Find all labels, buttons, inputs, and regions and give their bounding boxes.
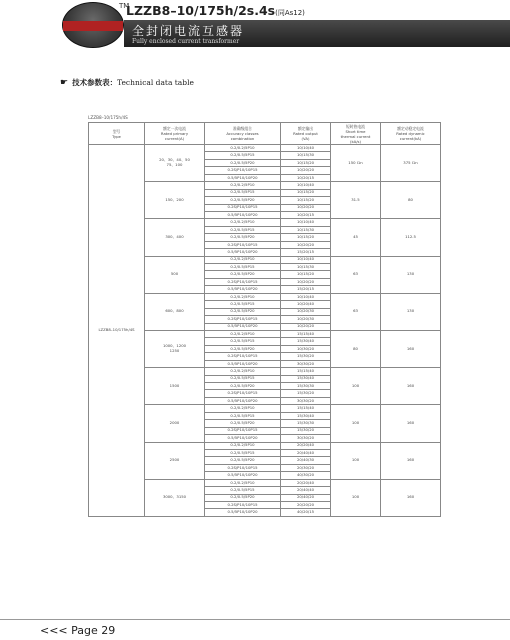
accuracy-cell: 0.2/0.5/5P20 — [205, 345, 281, 352]
output-cell: 10/15/20 — [281, 189, 331, 196]
accuracy-cell: 0.2/0.5/5P15 — [205, 264, 281, 271]
thermal-current-cell: 63 — [331, 293, 381, 330]
accuracy-cell: 0.2S/P10/10P15 — [205, 353, 281, 360]
series-label: LZZB8–10/175h/4S — [88, 115, 128, 120]
model-suffix: (同As12) — [275, 9, 305, 17]
primary-current-cell: 2000 — [145, 405, 205, 442]
output-cell: 10/10/40 — [281, 293, 331, 300]
primary-current-cell: 1500 — [145, 368, 205, 405]
output-cell: 20/40/30 — [281, 457, 331, 464]
output-cell: 30/30/20 — [281, 435, 331, 442]
accuracy-cell: 0.2S/P10/10P15 — [205, 316, 281, 323]
thermal-current-cell: 150 I1n — [331, 145, 381, 182]
output-cell: 30/30/20 — [281, 360, 331, 367]
output-cell: 15/30/20 — [281, 427, 331, 434]
thermal-current-cell: 100 — [331, 405, 381, 442]
thermal-current-cell: 100 — [331, 479, 381, 516]
accuracy-cell: 0.2/0.5/5P20 — [205, 271, 281, 278]
primary-current-cell: 150、200 — [145, 182, 205, 219]
output-cell: 10/20/40 — [281, 301, 331, 308]
accuracy-cell: 0.5/5P10/10P20 — [205, 323, 281, 330]
output-cell: 10/15/20 — [281, 234, 331, 241]
accuracy-cell: 0.2/0.5/5P15 — [205, 338, 281, 345]
accuracy-cell: 0.2S/P10/10P15 — [205, 502, 281, 509]
header-thermal-current: 短时热电流 Short time thermal current (kA/s) — [331, 123, 381, 145]
output-cell: 10/15/20 — [281, 159, 331, 166]
type-cell: LZZB8–10/175h/4S — [89, 145, 145, 517]
pointing-hand-icon: ☛ — [60, 78, 69, 88]
thermal-current-cell: 31.5 — [331, 182, 381, 219]
output-cell: 15/30/40 — [281, 375, 331, 382]
accuracy-cell: 0.2/0.2/5P10 — [205, 219, 281, 226]
output-cell: 10/20/20 — [281, 323, 331, 330]
dynamic-current-cell: 160 — [381, 405, 441, 442]
table-header-row — [89, 123, 441, 145]
header-type: 型号 Type — [89, 123, 145, 145]
product-name-en: Fully enclosed current transformer — [132, 38, 240, 45]
accuracy-cell: 0.5/5P10/10P20 — [205, 509, 281, 516]
accuracy-cell: 0.5/5P10/10P20 — [205, 435, 281, 442]
thermal-current-cell: 100 — [331, 368, 381, 405]
dynamic-current-cell: 160 — [381, 442, 441, 479]
primary-current-cell: 2500 — [145, 442, 205, 479]
output-cell: 10/20/20 — [281, 241, 331, 248]
output-cell: 20/30/20 — [281, 464, 331, 471]
thermal-current-cell: 45 — [331, 219, 381, 256]
accuracy-cell: 0.2S/P10/10P15 — [205, 464, 281, 471]
accuracy-cell: 0.2/0.5/5P15 — [205, 487, 281, 494]
accuracy-cell: 0.5/5P10/10P20 — [205, 360, 281, 367]
accuracy-cell: 0.2/0.2/5P10 — [205, 182, 281, 189]
accuracy-cell: 0.5/5P10/10P20 — [205, 249, 281, 256]
accuracy-cell: 0.2S/P10/10P15 — [205, 241, 281, 248]
accuracy-cell: 0.2/0.5/5P15 — [205, 375, 281, 382]
accuracy-cell: 0.2S/P10/10P15 — [205, 427, 281, 434]
accuracy-cell: 0.2/0.5/5P15 — [205, 226, 281, 233]
product-name-cn: 全封闭电流互感器 — [132, 24, 245, 38]
accuracy-cell: 0.2/0.5/5P15 — [205, 152, 281, 159]
footer-divider — [0, 619, 510, 620]
dynamic-current-cell: 160 — [381, 330, 441, 367]
accuracy-cell: 0.2S/P10/10P15 — [205, 390, 281, 397]
accuracy-cell: 0.2/0.2/5P10 — [205, 442, 281, 449]
accuracy-cell: 0.2/0.5/5P15 — [205, 301, 281, 308]
accuracy-cell: 0.2S/P10/10P15 — [205, 278, 281, 285]
accuracy-cell: 0.2/0.5/5P20 — [205, 420, 281, 427]
output-cell: 10/10/40 — [281, 219, 331, 226]
section-title-cn: 技术参数表： — [72, 78, 118, 87]
output-cell: 10/10/40 — [281, 145, 331, 152]
accuracy-cell: 0.2/0.2/5P10 — [205, 405, 281, 412]
accuracy-cell: 0.2/0.2/5P10 — [205, 368, 281, 375]
dynamic-current-cell: 112.5 — [381, 219, 441, 256]
output-cell: 15/30/30 — [281, 383, 331, 390]
output-cell: 15/20/15 — [281, 249, 331, 256]
accuracy-cell: 0.2/0.5/5P20 — [205, 494, 281, 501]
output-cell: 10/15/30 — [281, 264, 331, 271]
thermal-current-cell: 63 — [331, 256, 381, 293]
output-cell: 15/15/40 — [281, 368, 331, 375]
output-cell: 10/15/30 — [281, 152, 331, 159]
output-cell: 20/20/40 — [281, 479, 331, 486]
primary-current-cell: 20、30、40、50 75、100 — [145, 145, 205, 182]
output-cell: 40/20/15 — [281, 509, 331, 516]
accuracy-cell: 0.2S/P10/10P15 — [205, 167, 281, 174]
output-cell: 20/40/20 — [281, 494, 331, 501]
output-cell: 15/20/15 — [281, 286, 331, 293]
header-rated-output: 额定输出 Rated output (VA) — [281, 123, 331, 145]
table-row — [89, 145, 441, 152]
model-number: LZZB8–10/175h/2s.4s — [126, 3, 276, 18]
header-primary-current: 额定一次电流 Rated primary current(A) — [145, 123, 205, 145]
company-logo — [62, 2, 124, 48]
primary-current-cell: 1000、1200 1250 — [145, 330, 205, 367]
output-cell: 15/30/30 — [281, 420, 331, 427]
accuracy-cell: 0.5/5P10/10P20 — [205, 472, 281, 479]
header-accuracy-classes: 准确级组合 Accuracy classes combination — [205, 123, 281, 145]
output-cell: 10/20/20 — [281, 204, 331, 211]
accuracy-cell: 0.2/0.5/5P15 — [205, 449, 281, 456]
accuracy-cell: 0.2/0.5/5P20 — [205, 383, 281, 390]
output-cell: 10/10/40 — [281, 256, 331, 263]
output-cell: 10/15/20 — [281, 197, 331, 204]
dynamic-current-cell: 80 — [381, 182, 441, 219]
output-cell: 10/20/20 — [281, 167, 331, 174]
table-body — [89, 145, 441, 517]
thermal-current-cell: 80 — [331, 330, 381, 367]
output-cell: 15/30/20 — [281, 390, 331, 397]
output-cell: 10/20/30 — [281, 316, 331, 323]
accuracy-cell: 0.2/0.5/5P20 — [205, 197, 281, 204]
primary-current-cell: 500 — [145, 256, 205, 293]
accuracy-cell: 0.2/0.5/5P15 — [205, 412, 281, 419]
output-cell: 15/15/40 — [281, 330, 331, 337]
accuracy-cell: 0.2/0.5/5P20 — [205, 234, 281, 241]
model-title — [126, 3, 305, 18]
primary-current-cell: 300、400 — [145, 219, 205, 256]
dynamic-current-cell: 130 — [381, 256, 441, 293]
primary-current-cell: 3000、3150 — [145, 479, 205, 516]
thermal-current-cell: 100 — [331, 442, 381, 479]
output-cell: 15/15/40 — [281, 405, 331, 412]
dynamic-current-cell: 130 — [381, 293, 441, 330]
accuracy-cell: 0.5/5P10/10P20 — [205, 286, 281, 293]
accuracy-cell: 0.2/0.2/5P10 — [205, 330, 281, 337]
accuracy-cell: 0.2/0.5/5P20 — [205, 159, 281, 166]
dynamic-current-cell: 160 — [381, 368, 441, 405]
output-cell: 15/30/40 — [281, 412, 331, 419]
output-cell: 10/20/30 — [281, 308, 331, 315]
output-cell: 15/30/40 — [281, 338, 331, 345]
output-cell: 20/20/40 — [281, 442, 331, 449]
accuracy-cell: 0.2/0.5/5P15 — [205, 189, 281, 196]
output-cell: 20/40/40 — [281, 487, 331, 494]
header-dynamic-current: 额定动稳定电流 Rated dynamic current(kA) — [381, 123, 441, 145]
accuracy-cell: 0.2/0.5/5P20 — [205, 308, 281, 315]
accuracy-cell: 0.5/5P10/10P20 — [205, 174, 281, 181]
accuracy-cell: 0.2/0.2/5P10 — [205, 293, 281, 300]
dynamic-current-cell: 160 — [381, 479, 441, 516]
section-heading — [60, 77, 194, 88]
output-cell: 40/30/20 — [281, 472, 331, 479]
section-title-en: Technical data table — [117, 78, 194, 87]
output-cell: 10/30/20 — [281, 345, 331, 352]
output-cell: 10/20/15 — [281, 211, 331, 218]
output-cell: 10/20/20 — [281, 278, 331, 285]
output-cell: 30/30/20 — [281, 397, 331, 404]
output-cell: 10/15/30 — [281, 226, 331, 233]
primary-current-cell: 600、800 — [145, 293, 205, 330]
accuracy-cell: 0.5/5P10/10P20 — [205, 211, 281, 218]
accuracy-cell: 0.2/0.2/5P10 — [205, 256, 281, 263]
output-cell: 10/10/40 — [281, 182, 331, 189]
technical-data-table — [88, 122, 441, 517]
output-cell: 20/40/40 — [281, 449, 331, 456]
accuracy-cell: 0.2/0.2/5P10 — [205, 479, 281, 486]
accuracy-cell: 0.2/0.2/5P10 — [205, 145, 281, 152]
output-cell: 15/30/20 — [281, 353, 331, 360]
accuracy-cell: 0.2S/P10/10P15 — [205, 204, 281, 211]
output-cell: 10/15/20 — [281, 271, 331, 278]
output-cell: 20/20/20 — [281, 502, 331, 509]
page-number: <<< Page 29 — [40, 624, 116, 637]
accuracy-cell: 0.5/5P10/10P20 — [205, 397, 281, 404]
output-cell: 10/20/15 — [281, 174, 331, 181]
accuracy-cell: 0.2/0.5/5P20 — [205, 457, 281, 464]
dynamic-current-cell: 375 I1n — [381, 145, 441, 182]
trademark-mark: TM — [119, 2, 130, 10]
